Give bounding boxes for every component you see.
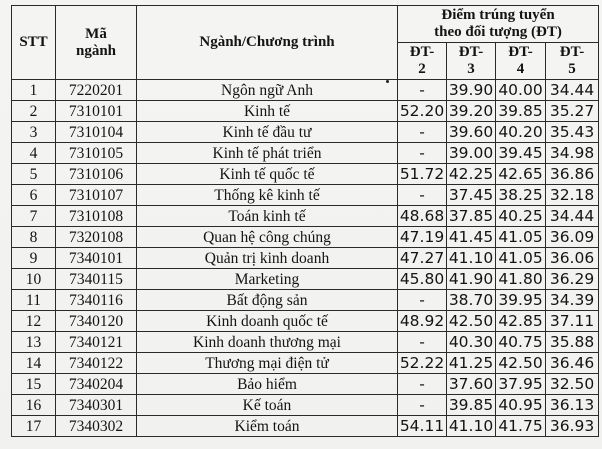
- cell-dt3: 41.25: [447, 353, 496, 374]
- table-row: [12, 122, 599, 143]
- table-row: [12, 143, 599, 164]
- table-row: [12, 227, 599, 248]
- cell-dt2: -: [398, 80, 447, 101]
- cell-dt3: 40.30: [447, 332, 496, 353]
- table-row: [12, 269, 599, 290]
- cell-dt2: -: [398, 122, 447, 143]
- cell-program-name: Quản trị kinh doanh: [137, 248, 398, 269]
- cell-dt3: 39.90: [447, 80, 496, 101]
- cell-dt4: 38.25: [496, 185, 546, 206]
- cell-dt3: 41.10: [447, 416, 496, 437]
- cell-stt: 14: [12, 353, 56, 374]
- cell-dt3: 42.25: [447, 164, 496, 185]
- header-dt2-line1: ĐT-: [409, 44, 435, 60]
- cell-dt4: 41.75: [496, 416, 546, 437]
- cell-dt2: 48.68: [398, 206, 447, 227]
- cell-dt3: 42.50: [447, 311, 496, 332]
- cell-dt2: -: [398, 374, 447, 395]
- cell-code: 7340204: [56, 374, 137, 395]
- cell-dt4: 40.25: [496, 206, 546, 227]
- table-body: [12, 80, 599, 437]
- cell-dt2: -: [398, 185, 447, 206]
- header-dt5-line1: ĐT-: [559, 44, 585, 60]
- cell-stt: 10: [12, 269, 56, 290]
- cell-dt5: 35.43: [546, 122, 599, 143]
- cell-dt2: -: [398, 143, 447, 164]
- cell-program-name: Kinh tế: [137, 101, 398, 122]
- cell-code: 7340115: [56, 269, 137, 290]
- cell-program-name: Thương mại điện tử: [137, 353, 398, 374]
- cell-program-name: Thống kê kinh tế: [137, 185, 398, 206]
- cell-stt: 3: [12, 122, 56, 143]
- cell-dt4: 40.00: [496, 80, 546, 101]
- cell-stt: 5: [12, 164, 56, 185]
- cell-dt2: 54.11: [398, 416, 447, 437]
- cell-dt4: 42.50: [496, 353, 546, 374]
- table-row: [12, 395, 599, 416]
- cell-dt2: 48.92: [398, 311, 447, 332]
- cell-code: 7310105: [56, 143, 137, 164]
- cell-code: 7340302: [56, 416, 137, 437]
- header-program-code: [56, 6, 137, 80]
- cell-dt5: 34.98: [546, 143, 599, 164]
- cell-dt5: 36.06: [546, 248, 599, 269]
- cell-stt: 13: [12, 332, 56, 353]
- cell-program-name: Bảo hiểm: [137, 374, 398, 395]
- header-dt5: [546, 43, 599, 80]
- cell-dt4: 39.85: [496, 101, 546, 122]
- table-row: [12, 332, 599, 353]
- scan-artifact-dot: [386, 80, 389, 83]
- cell-program-name: Bất động sản: [137, 290, 398, 311]
- cell-dt5: 36.46: [546, 353, 599, 374]
- cell-code: 7340116: [56, 290, 137, 311]
- header-dt3: [447, 43, 496, 80]
- cell-dt3: 37.45: [447, 185, 496, 206]
- cell-dt4: 37.95: [496, 374, 546, 395]
- table-row: [12, 374, 599, 395]
- header-dt4-line2: 4: [516, 61, 525, 77]
- header-dt3-line2: 3: [467, 61, 475, 77]
- cell-dt4: 40.75: [496, 332, 546, 353]
- cell-dt4: 39.45: [496, 143, 546, 164]
- cell-dt5: 35.88: [546, 332, 599, 353]
- cell-stt: 9: [12, 248, 56, 269]
- header-dt3-line1: ĐT-: [458, 44, 484, 60]
- cell-dt2: 52.22: [398, 353, 447, 374]
- cell-stt: 7: [12, 206, 56, 227]
- table-row: [12, 248, 599, 269]
- cell-dt4: 41.05: [496, 248, 546, 269]
- cell-dt2: 52.20: [398, 101, 447, 122]
- cell-dt5: 36.29: [546, 269, 599, 290]
- cell-dt3: 38.70: [447, 290, 496, 311]
- cell-dt5: 32.18: [546, 185, 599, 206]
- table-row: [12, 101, 599, 122]
- header-score-group: [398, 6, 599, 43]
- cell-stt: 17: [12, 416, 56, 437]
- header-stt: STT: [12, 6, 56, 80]
- cell-dt4: 40.20: [496, 122, 546, 143]
- cell-program-name: Toán kinh tế: [137, 206, 398, 227]
- cell-program-name: Marketing: [137, 269, 398, 290]
- cell-stt: 8: [12, 227, 56, 248]
- header-score-group-line2: theo đối tượng (ĐT): [434, 24, 562, 40]
- cell-code: 7310104: [56, 122, 137, 143]
- header-program-code-line1: Mã: [85, 25, 107, 42]
- cell-dt2: -: [398, 332, 447, 353]
- cell-dt5: 37.11: [546, 311, 599, 332]
- cell-dt5: 36.86: [546, 164, 599, 185]
- cell-code: 7340301: [56, 395, 137, 416]
- cell-stt: 15: [12, 374, 56, 395]
- cell-program-name: Kinh tế đầu tư: [137, 122, 398, 143]
- cell-dt5: 36.09: [546, 227, 599, 248]
- cell-stt: 2: [12, 101, 56, 122]
- cell-dt4: 42.65: [496, 164, 546, 185]
- cell-dt3: 37.60: [447, 374, 496, 395]
- cell-dt4: 41.80: [496, 269, 546, 290]
- header-dt4-line1: ĐT-: [508, 44, 533, 60]
- table-row: [12, 416, 599, 437]
- cell-code: 7320108: [56, 227, 137, 248]
- table-row: [12, 80, 599, 101]
- cell-code: 7220201: [56, 80, 137, 101]
- cell-code: 7310108: [56, 206, 137, 227]
- cell-code: 7310106: [56, 164, 137, 185]
- cell-dt3: 41.90: [447, 269, 496, 290]
- cell-dt5: 34.44: [546, 206, 599, 227]
- cell-dt4: 41.05: [496, 227, 546, 248]
- cell-dt5: 36.93: [546, 416, 599, 437]
- cell-program-name: Ngôn ngữ Anh: [137, 80, 398, 101]
- table-header: [12, 6, 599, 80]
- cell-stt: 4: [12, 143, 56, 164]
- cell-code: 7340120: [56, 311, 137, 332]
- cell-dt4: 39.95: [496, 290, 546, 311]
- cell-stt: 12: [12, 311, 56, 332]
- table-row: [12, 353, 599, 374]
- table-row: [12, 206, 599, 227]
- cell-dt3: 39.85: [447, 395, 496, 416]
- cell-program-name: Quan hệ công chúng: [137, 227, 398, 248]
- cell-stt: 6: [12, 185, 56, 206]
- cell-program-name: Kinh doanh quốc tế: [137, 311, 398, 332]
- cell-stt: 16: [12, 395, 56, 416]
- cell-dt5: 34.44: [546, 80, 599, 101]
- cell-dt2: 47.19: [398, 227, 447, 248]
- cell-program-name: Kinh doanh thương mại: [137, 332, 398, 353]
- admission-scores-table: [11, 5, 599, 437]
- cell-dt3: 37.85: [447, 206, 496, 227]
- cell-dt3: 41.45: [447, 227, 496, 248]
- cell-dt3: 39.00: [447, 143, 496, 164]
- cell-code: 7340121: [56, 332, 137, 353]
- cell-code: 7340122: [56, 353, 137, 374]
- header-score-group-line1: Điểm trúng tuyển: [441, 7, 555, 23]
- header-program-code-line2: ngành: [75, 42, 117, 59]
- header-dt2: [398, 43, 447, 80]
- cell-dt5: 35.27: [546, 101, 599, 122]
- cell-code: 7310107: [56, 185, 137, 206]
- table-row: [12, 164, 599, 185]
- cell-code: 7310101: [56, 101, 137, 122]
- header-dt5-line2: 5: [568, 61, 576, 77]
- header-program-name: Ngành/Chương trình: [137, 6, 398, 80]
- cell-code: 7340101: [56, 248, 137, 269]
- cell-dt2: 47.27: [398, 248, 447, 269]
- table-row: [12, 311, 599, 332]
- table-row: [12, 290, 599, 311]
- cell-dt2: 51.72: [398, 164, 447, 185]
- cell-stt: 11: [12, 290, 56, 311]
- cell-dt5: 32.50: [546, 374, 599, 395]
- cell-dt2: 45.80: [398, 269, 447, 290]
- cell-dt3: 39.20: [447, 101, 496, 122]
- cell-program-name: Kế toán: [137, 395, 398, 416]
- header-dt4: [496, 43, 546, 80]
- cell-dt2: -: [398, 290, 447, 311]
- cell-dt5: 36.13: [546, 395, 599, 416]
- cell-program-name: Kinh tế phát triển: [137, 143, 398, 164]
- table-row: [12, 185, 599, 206]
- header-dt2-line2: 2: [418, 61, 426, 77]
- cell-dt3: 39.60: [447, 122, 496, 143]
- cell-program-name: Kiểm toán: [137, 416, 398, 437]
- cell-dt4: 40.95: [496, 395, 546, 416]
- cell-stt: 1: [12, 80, 56, 101]
- cell-dt2: -: [398, 395, 447, 416]
- cell-program-name: Kinh tế quốc tế: [137, 164, 398, 185]
- cell-dt5: 34.39: [546, 290, 599, 311]
- cell-dt4: 42.85: [496, 311, 546, 332]
- cell-dt3: 41.10: [447, 248, 496, 269]
